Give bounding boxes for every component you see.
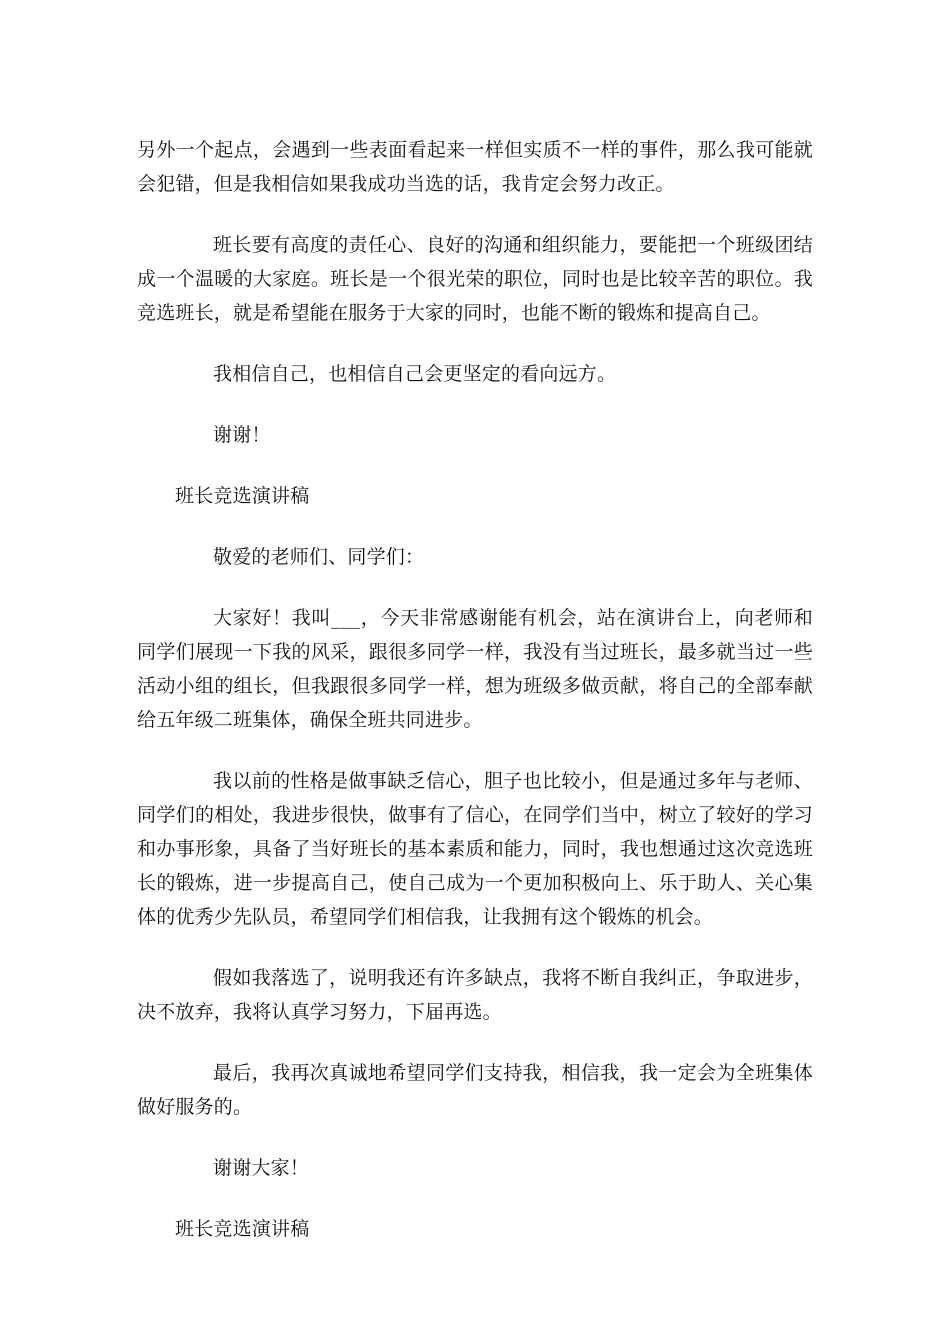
paragraph-self-belief: 我相信自己，也相信自己会更坚定的看向远方。 [213,363,617,385]
paragraph-continuation: 另外一个起点，会遇到一些表面看起来一样但实质不一样的事件，那么我可能就会犯错，但是我相信如果我成功当选的话，我肯定会努力改正。 [137,139,813,195]
paragraph-salutation: 敬爱的老师们、同学们： [213,546,425,568]
paragraph-thanks: 谢谢！ [213,424,271,446]
section-title-repeat: 班长竞选演讲稿 [175,1218,310,1240]
paragraph-introduction: 大家好！我叫___，今天非常感谢能有机会，站在演讲台上，向老师和同学们展现一下我的风采，跟很多同学一样，我没有当过班长，最多就当过一些活动小组的组长，但我跟很多同学一样，想为班级多做贡献，将自己的全部奉献给五年级二班集体，确保全班共同进步。 [137,607,813,731]
paragraph-class-monitor-duty: 班长要有高度的责任心、良好的沟通和组织能力，要能把一个班级团结成一个温暖的大家庭。班长是一个很光荣的职位，同时也是比较辛苦的职位。我竞选班长，就是希望能在服务于大家的同时，也能不断的锻炼和提高自己。 [137,234,813,324]
paragraph-if-lose: 假如我落选了，说明我还有许多缺点，我将不断自我纠正，争取进步，决不放弃，我将认真学习努力，下届再选。 [137,967,813,1023]
document-body [137,133,813,1273]
paragraph-thanks-all: 谢谢大家！ [213,1157,310,1179]
paragraph-personality: 我以前的性格是做事缺乏信心，胆子也比较小，但是通过多年与老师、同学们的相处，我进步很快，做事有了信心，在同学们当中，树立了较好的学习和办事形象，具备了当好班长的基本素质和能力，同时，我也想通过这次竞选班长的锻炼，进一步提高自己，使自己成为一个更加积极向上、乐于助人、关心集体的优秀少先队员，希望同学们相信我，让我拥有这个锻炼的机会。 [137,770,813,928]
paragraph-closing: 最后，我再次真诚地希望同学们支持我，相信我，我一定会为全班集体做好服务的。 [137,1062,813,1118]
section-title: 班长竞选演讲稿 [175,485,310,507]
